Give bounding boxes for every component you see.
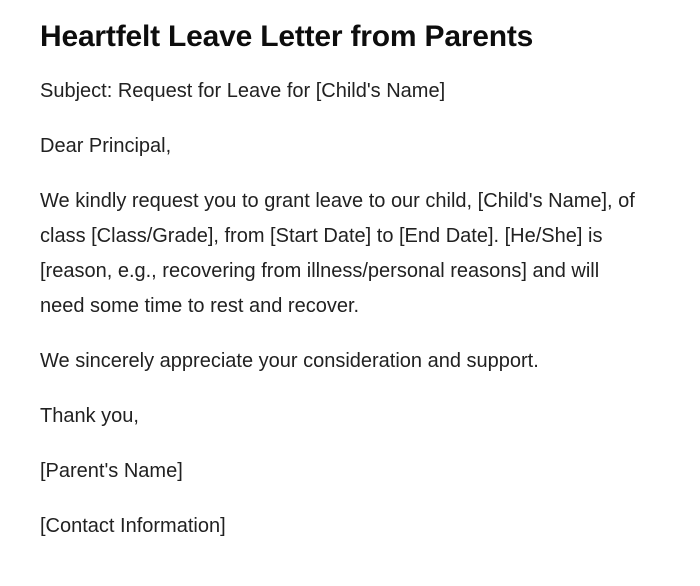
letter-subject-line: Subject: Request for Leave for [Child's Name] — [40, 80, 446, 102]
letter-contact-info-placeholder: [Contact Information] — [40, 515, 226, 537]
letter-parent-name-placeholder: [Parent's Name] — [40, 460, 183, 482]
letter-closing: Thank you, — [40, 405, 139, 427]
letter-title: Heartfelt Leave Letter from Parents — [40, 20, 534, 53]
letter-body-paragraph: We kindly request you to grant leave to our child, [Child's Name], of class [Class/Grade], from [Start Date] to [End Date]. [He/She] is [reason, e.g., recovering from illness/personal reasons] and will need some time to rest and recover. — [40, 190, 635, 317]
letter-salutation: Dear Principal, — [40, 135, 172, 157]
letter-appreciation-line: We sincerely appreciate your consideration and support. — [40, 350, 539, 372]
